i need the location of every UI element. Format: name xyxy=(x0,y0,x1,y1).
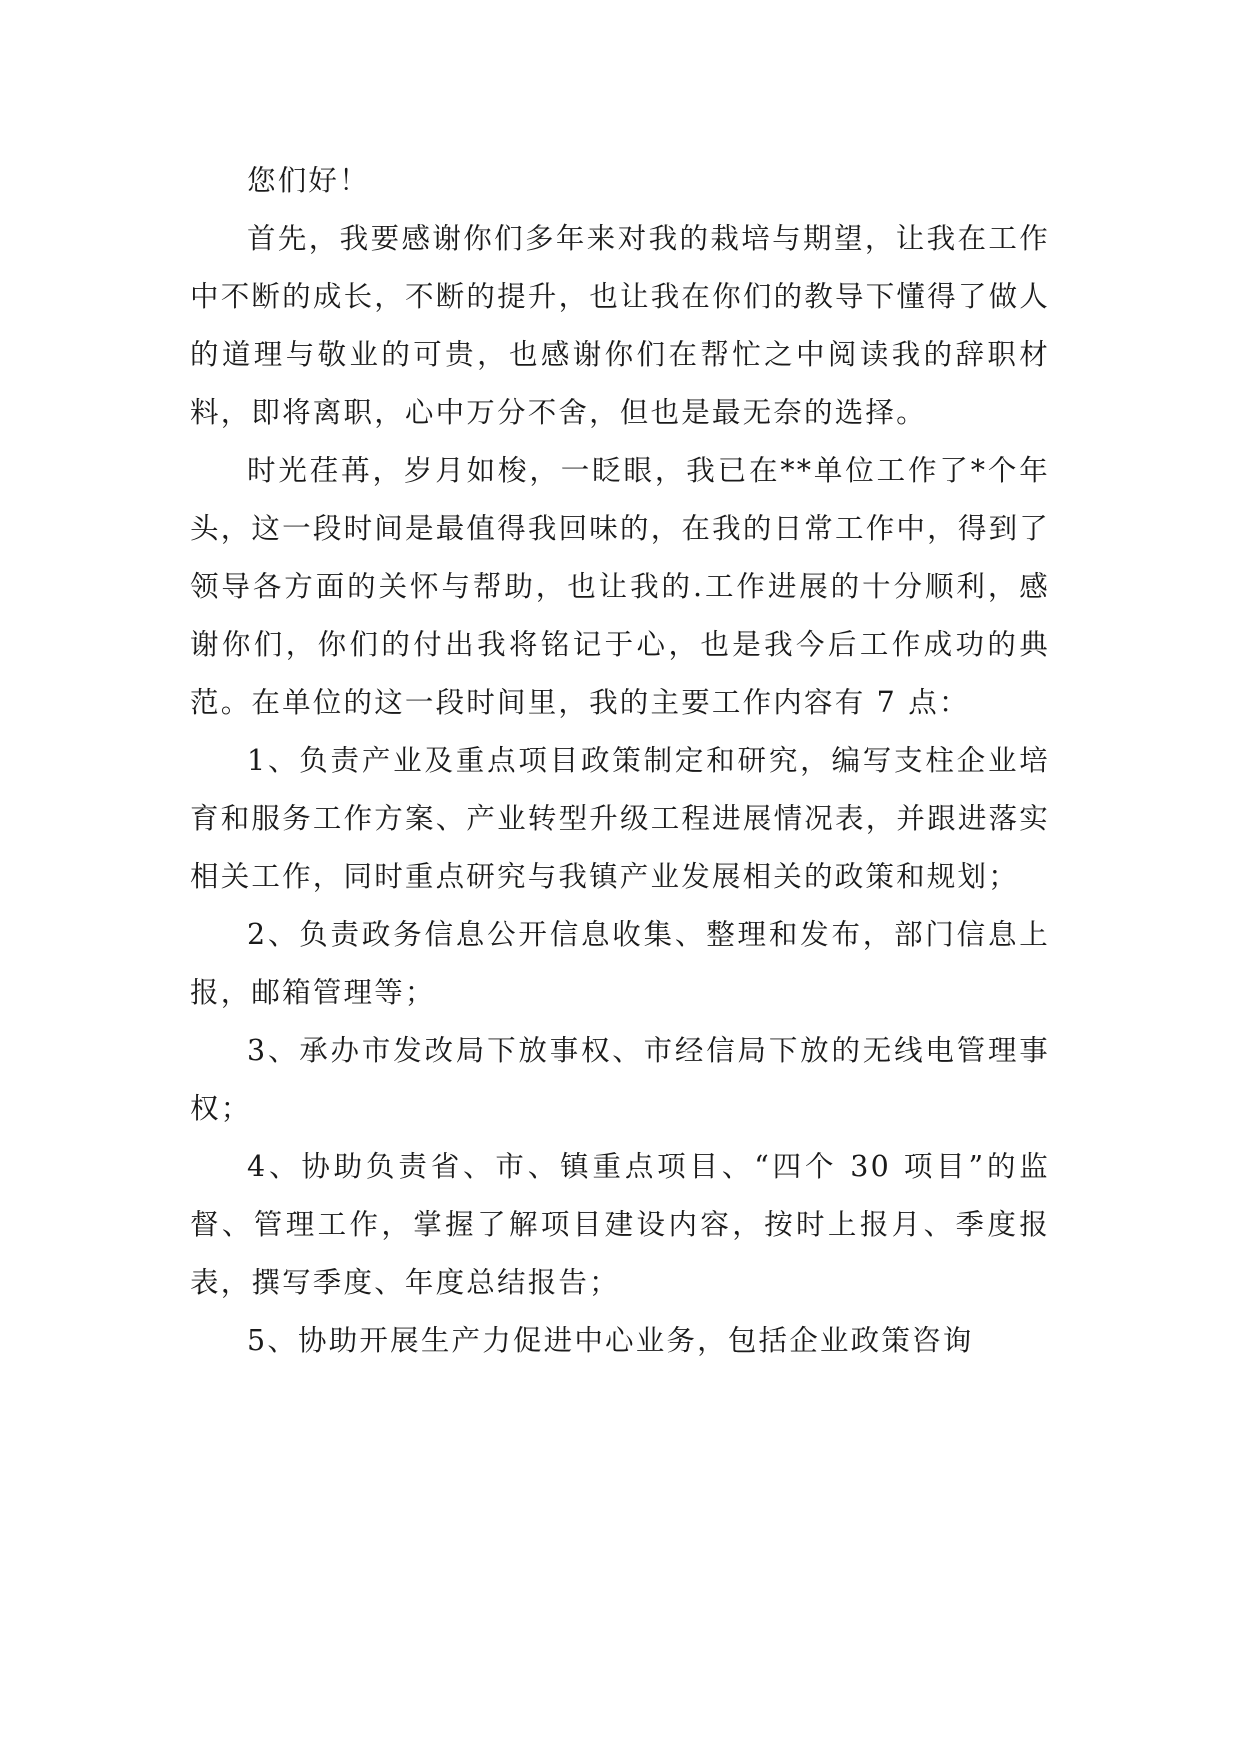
duty-item-2: 2、负责政务信息公开信息收集、整理和发布，部门信息上报，邮箱管理等； xyxy=(190,918,1050,1009)
greeting-paragraph: 您们好！ xyxy=(247,164,370,197)
duty-item-1: 1、负责产业及重点项目政策制定和研究，编写支柱企业培育和服务工作方案、产业转型升级工程进展情况表，并跟进落实相关工作，同时重点研究与我镇产业发展相关的政策和规划； xyxy=(190,744,1050,893)
duty-item-4: 4、协助负责省、市、镇重点项目、“四个 30 项目”的监督、管理工作，掌握了解项目建设内容，按时上报月、季度报表，撰写季度、年度总结报告； xyxy=(190,1150,1050,1299)
document-body xyxy=(190,152,1050,1370)
duty-item-3: 3、承办市发改局下放事权、市经信局下放的无线电管理事权； xyxy=(190,1034,1050,1125)
gratitude-paragraph: 首先，我要感谢你们多年来对我的栽培与期望，让我在工作中不断的成长，不断的提升，也让我在你们的教导下懂得了做人的道理与敬业的可贵，也感谢你们在帮忙之中阅读我的辞职材料，即将离职，心中万分不舍，但也是最无奈的选择。 xyxy=(190,222,1050,429)
duty-item-5: 5、协助开展生产力促进中心业务，包括企业政策咨询 xyxy=(247,1324,974,1357)
work-history-paragraph: 时光荏苒，岁月如梭，一眨眼，我已在**单位工作了*个年头，这一段时间是最值得我回味的，在我的日常工作中，得到了领导各方面的关怀与帮助，也让我的.工作进展的十分顺利，感谢你们，你们的付出我将铭记于心，也是我今后工作成功的典范。在单位的这一段时间里，我的主要工作内容有 7 点： xyxy=(190,454,1050,719)
